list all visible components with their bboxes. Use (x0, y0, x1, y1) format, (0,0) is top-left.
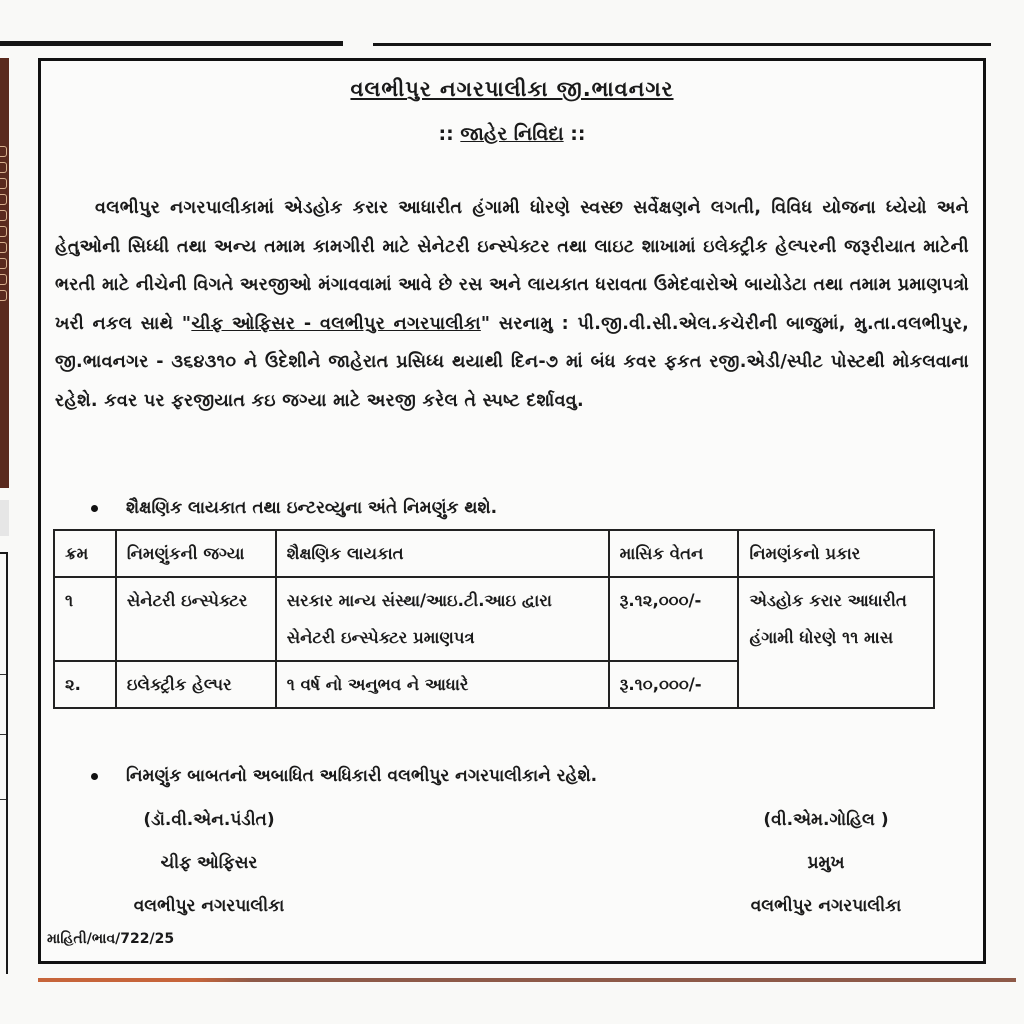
cell-qualification: સરકાર માન્ય સંસ્થા/આઇ.ટી.આઇ દ્વારા સેનેટરી ઇન્સ્પેક્ટર પ્રમાણપત્ર (276, 577, 609, 661)
bullet-text: શૈક્ષણિક લાયકાત તથા ઇન્ટરવ્યુના અંતે નિમણુંક થશે. (126, 498, 498, 518)
signatory-left (89, 799, 329, 928)
decor-bead (0, 242, 7, 253)
subtitle-suffix: :: (570, 123, 586, 145)
notice-body (55, 189, 969, 420)
header-salary: માસિક વેતન (609, 530, 739, 577)
top-rule-right (373, 43, 991, 46)
signatory-right-name: (વી.એમ.ગોહિલ ) (763, 810, 889, 830)
cell-serial: ૨. (54, 661, 116, 708)
table-row (54, 577, 934, 661)
subtitle-text: જાહેર નિવિદા (460, 123, 564, 145)
decor-tick (0, 799, 6, 800)
header-serial: ક્રમ (54, 530, 116, 577)
bullet-interview (91, 498, 497, 518)
bullet-text: નિમણુંક બાબતનો અબાધિત અધિકારી વલભીપુર નગરપાલીકાને રહેશે. (126, 766, 598, 786)
header-qualification: શૈક્ષણિક લાયકાત (276, 530, 609, 577)
signatory-right-designation: પ્રમુખ (807, 853, 845, 873)
body-text-part2: " સરનામુ : પી.જી.વી.સી.એલ.કચેરીની બાજુમાં, મુ.તા.વલભીપુર, જી.ભાવનગર - ૩૬૪૩૧૦ ને ઉદેશીને જાહેરાત પ્રસિધ્ધ થયાથી દિન-૭ માં બંધ કવર ફકત રજી.એડી/સ્પીટ પોસ્ટથી મોકલવાના રહેશે. કવર પર ફરજીયાત કઇ જગ્યા માટે અરજી કરેલ તે સ્પષ્ટ દર્શાવવુ. (55, 313, 970, 411)
cell-post: ઇલેક્ટ્રીક હેલ્પર (116, 661, 276, 708)
title-text: વલભીપુર નગરપાલીકા જી.ભાવનગર (350, 77, 674, 101)
bullet-authority (91, 766, 597, 786)
signatory-left-designation: ચીફ ઓફિસર (160, 853, 258, 873)
decor-bead (0, 178, 7, 189)
signatory-right (706, 799, 946, 928)
top-rule-left (0, 41, 343, 46)
adjacent-column-box (0, 552, 8, 974)
decor-bead (0, 274, 7, 285)
cell-post: સેનેટરી ઇન્સ્પેક્ટર (116, 577, 276, 661)
decor-bead (0, 226, 7, 237)
tender-notice (38, 58, 986, 964)
cell-appointment-type: એડહોક કરાર આધારીત હંગામી ધોરણે ૧૧ માસ (738, 577, 934, 708)
decor-bead (0, 162, 7, 173)
decor-bead (0, 290, 7, 301)
signatory-left-name: (ડૉ.વી.એન.પંડીત) (143, 810, 275, 830)
decor-tick (0, 734, 6, 735)
decor-tick (0, 674, 6, 675)
signatory-right-org: વલભીપુર નગરપાલીકા (750, 896, 902, 916)
cell-serial: ૧ (54, 577, 116, 661)
bullet-icon (91, 773, 98, 780)
decor-bead (0, 210, 7, 221)
cell-qualification: ૧ વર્ષ નો અનુભવ ને આધારે (276, 661, 609, 708)
subtitle-prefix: :: (438, 123, 454, 145)
bullet-icon (91, 505, 98, 512)
signatory-left-org: વલભીપુર નગરપાલીકા (133, 896, 285, 916)
body-text-part1: વલભીપુર નગરપાલીકામાં એડહોક કરાર આધારીત હંગામી ધોરણે સ્વસ્છ સર્વેક્ષણને લગતી, વિવિધ યોજના ધ્યેયો અને હેતુઓની સિધ્ધી તથા અન્ય તમામ કામગીરી માટે સેનેટરી ઇન્સ્પેક્ટર તથા લાઇટ શાખામાં ઇલેક્ટ્રીક હેલ્પરની જરૂરીયાત માટેની ભરતી માટે નીચેની વિગતે અરજીઓ મંગાવવામાં આવે છે રસ અને લાયકાત ધરાવતા ઉમેદવારોએ બાયોડેટા તથા તમામ પ્રમાણપત્રો ખરી નકલ સાથે " (55, 198, 969, 334)
table-header-row (54, 530, 934, 577)
decor-bead (0, 146, 7, 157)
notice-title (41, 77, 983, 102)
bottom-rule (38, 978, 1016, 982)
adjacent-ad-strip (0, 58, 9, 488)
adjacent-grey-block (0, 500, 9, 536)
body-address-to: ચીફ ઓફિસર - વલભીપુર નગરપાલીકા (191, 313, 481, 334)
reference-number: માહિતી/ભાવ/722/25 (47, 931, 175, 947)
header-appointment-type: નિમણંકનો પ્રકાર (738, 530, 934, 577)
cell-salary: રૂ.૧૦,૦૦૦/- (609, 661, 739, 708)
notice-subtitle (41, 123, 983, 145)
header-post: નિમણુંકની જગ્યા (116, 530, 276, 577)
posts-table (53, 529, 935, 709)
cell-salary: રૂ.૧૨,૦૦૦/- (609, 577, 739, 661)
decor-bead (0, 194, 7, 205)
decor-bead (0, 258, 7, 269)
